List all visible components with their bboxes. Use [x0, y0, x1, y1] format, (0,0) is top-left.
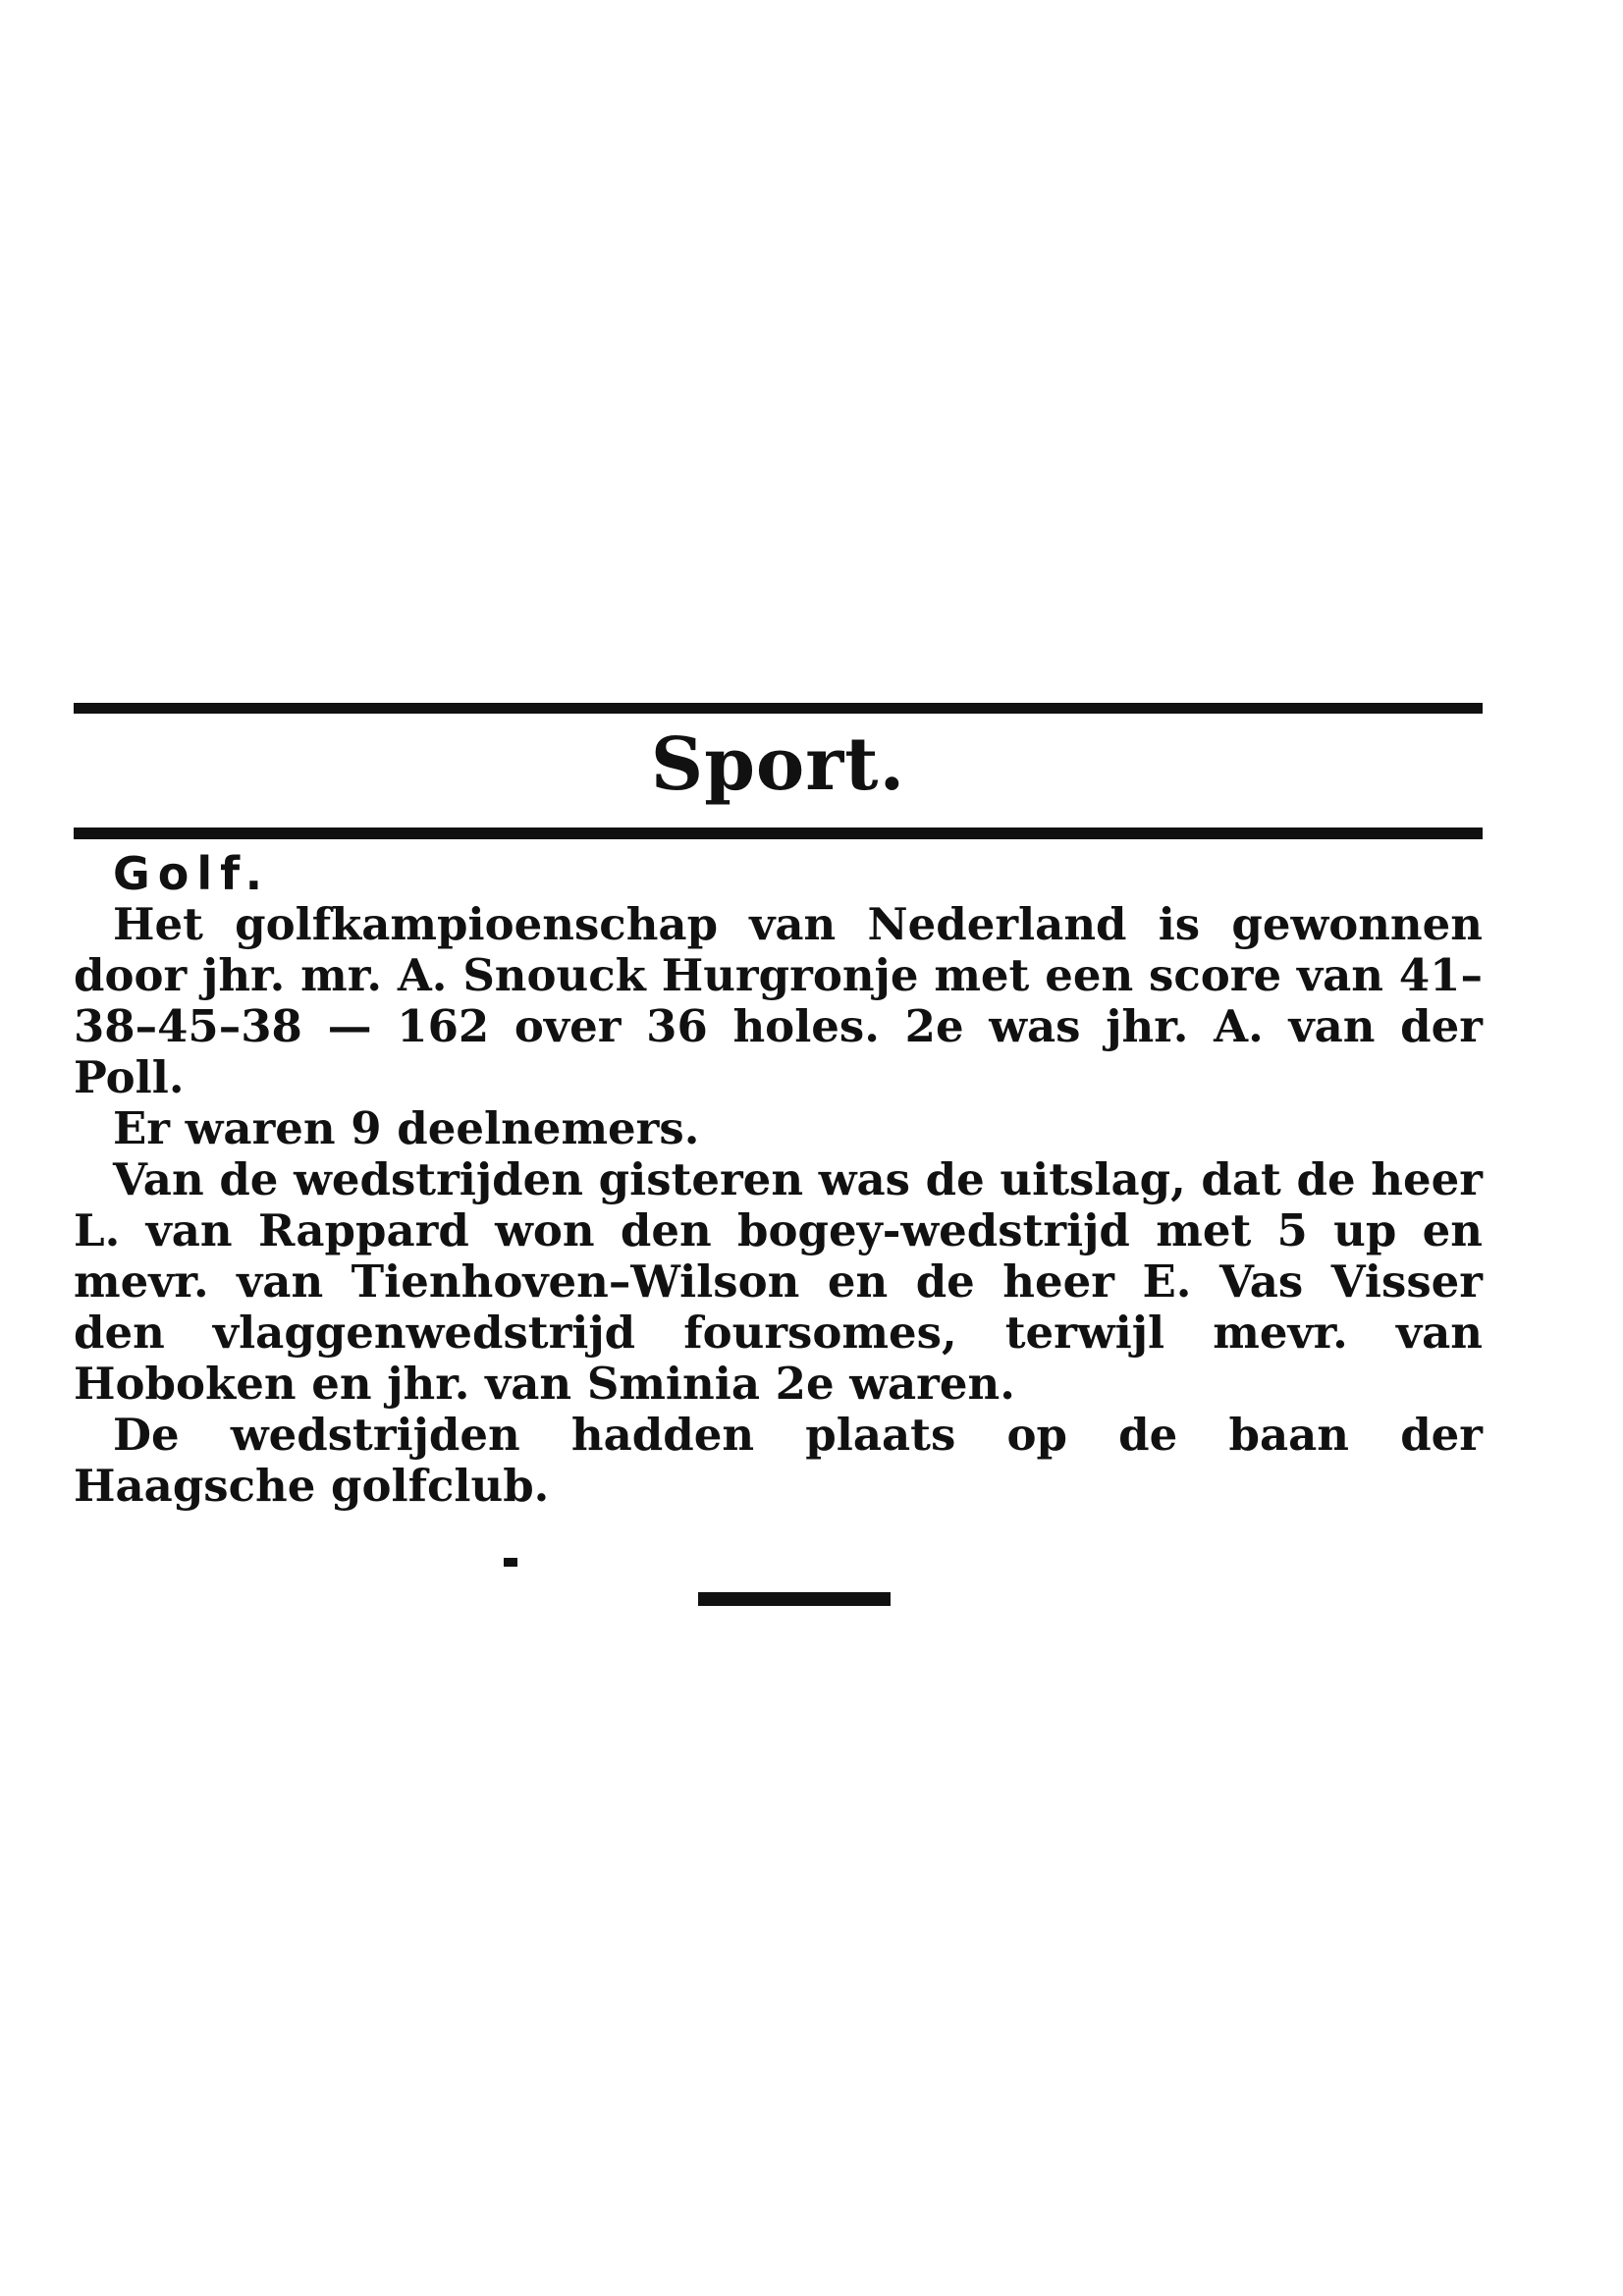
title-rule — [74, 828, 1483, 839]
article-subhead: Golf. — [113, 847, 271, 900]
top-rule — [74, 703, 1483, 714]
paragraph-results: Van de wedstrijden gisteren was de uitslag, dat de heer L. van Rappard won den bogey-wedstrijd met 5 up en mevr. van Tienhoven–Wilson en de heer E. Vas Visser den vlaggenwedstrijd foursomes, terwijl mevr. van Hoboken en jhr. van Sminia 2e waren. — [74, 1153, 1483, 1410]
section-title: Sport. — [650, 722, 906, 807]
paragraph-championship: Het golfkampioenschap van Nederland is gewonnen door jhr. mr. A. Snouck Hurgronje met een score van 41–38–45–38 — 162 over 36 holes. 2e was jhr. A. van der Poll. — [74, 898, 1483, 1103]
paragraph-participants: Er waren 9 deelnemers. — [113, 1102, 700, 1154]
newspaper-clipping — [74, 703, 1483, 1616]
article-golf — [74, 848, 1483, 1512]
end-rule — [698, 1592, 891, 1606]
end-dot — [504, 1558, 517, 1567]
paragraph-venue: De wedstrijden hadden plaats op de baan der Haagsche golfclub. — [74, 1409, 1483, 1512]
